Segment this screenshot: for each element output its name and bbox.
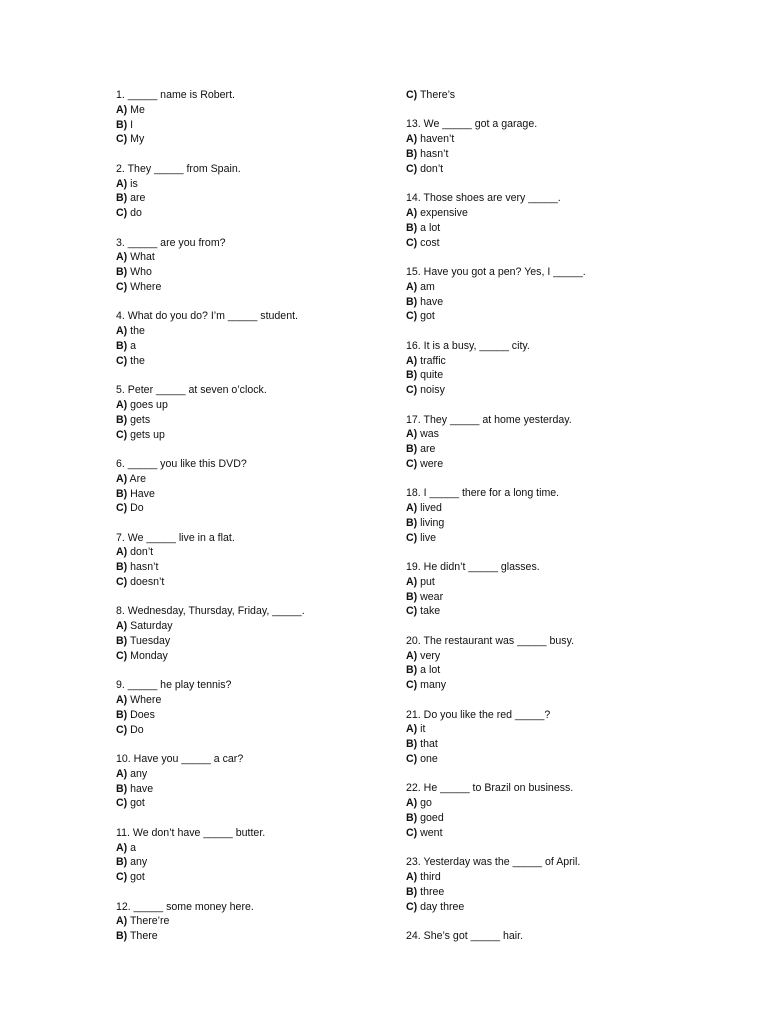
question-text: 2. They _____ from Spain. — [116, 162, 241, 175]
question-block — [406, 88, 686, 103]
option-letter: A) — [406, 133, 418, 146]
option-letter: B) — [406, 590, 418, 603]
question-text: 16. It is a busy, _____ city. — [406, 339, 530, 352]
option-letter: C) — [406, 457, 418, 470]
option-letter: B) — [406, 812, 418, 825]
option-letter: A) — [406, 723, 418, 736]
answer-option — [116, 191, 396, 206]
option-letter: C) — [116, 723, 128, 736]
option-letter: B) — [116, 930, 128, 943]
option-text: goed — [420, 812, 444, 825]
question-block — [116, 531, 396, 590]
option-letter: A) — [116, 251, 128, 264]
option-text: There — [129, 930, 158, 943]
option-text: lived — [420, 502, 442, 515]
option-letter: C) — [406, 900, 418, 913]
option-letter: B) — [116, 266, 128, 279]
option-letter: B) — [406, 221, 418, 234]
answer-option — [406, 870, 686, 885]
option-text: expensive — [420, 206, 468, 219]
option-text: the — [130, 325, 145, 338]
option-letter: C) — [406, 531, 418, 544]
question-block — [406, 855, 686, 914]
answer-option — [406, 280, 686, 295]
option-text: any — [130, 856, 148, 869]
option-text: went — [420, 826, 443, 839]
option-letter: B) — [406, 885, 418, 898]
question-block — [116, 900, 396, 944]
answer-option — [406, 678, 686, 693]
question-text: 11. We don’t have _____ butter. — [116, 826, 266, 839]
option-letter: A) — [116, 767, 128, 780]
option-letter: A) — [406, 280, 418, 293]
question-text: 21. Do you like the red _____? — [406, 708, 551, 721]
option-letter: A) — [116, 325, 128, 338]
option-letter: B) — [116, 339, 128, 352]
question-text: 3. _____ are you from? — [116, 236, 226, 249]
option-letter: B) — [116, 118, 128, 131]
option-text: Where — [130, 694, 162, 707]
answer-option — [116, 103, 396, 118]
option-text: a — [130, 841, 137, 854]
option-text: are — [420, 443, 436, 456]
question-text: 6. _____ you like this DVD? — [116, 457, 247, 470]
option-text: Are — [129, 472, 147, 485]
answer-option — [116, 855, 396, 870]
option-letter: B) — [406, 295, 418, 308]
answer-option — [116, 413, 396, 428]
option-letter: B) — [116, 413, 128, 426]
option-text: have — [420, 295, 444, 308]
option-text: There’re — [129, 915, 170, 928]
answer-option — [116, 545, 396, 560]
question-text: 19. He didn’t _____ glasses. — [406, 561, 540, 574]
option-text: a lot — [420, 664, 441, 677]
answer-option — [116, 634, 396, 649]
question-text: 9. _____ he play tennis? — [116, 679, 232, 692]
option-letter: A) — [116, 472, 128, 485]
question-text: 12. _____ some money here. — [116, 900, 254, 913]
answer-option — [116, 841, 396, 856]
option-letter: B) — [116, 708, 128, 721]
answer-option — [406, 722, 686, 737]
question-text: 17. They _____ at home yesterday. — [406, 413, 572, 426]
answer-option — [406, 236, 686, 251]
question-text: 8. Wednesday, Thursday, Friday, _____. — [116, 605, 305, 618]
option-letter: A) — [406, 428, 418, 441]
answer-option — [116, 487, 396, 502]
answer-option — [406, 442, 686, 457]
answer-option — [406, 206, 686, 221]
option-letter: C) — [116, 502, 128, 515]
option-letter: A) — [116, 177, 128, 190]
answer-option — [406, 457, 686, 472]
option-letter: B) — [406, 664, 418, 677]
question-block — [406, 265, 686, 324]
answer-option — [116, 280, 396, 295]
question-text: 5. Peter _____ at seven o’clock. — [116, 384, 267, 397]
option-text: one — [420, 753, 438, 766]
option-text: live — [420, 531, 437, 544]
option-text: living — [420, 516, 445, 529]
option-text: is — [130, 177, 138, 190]
option-text: I — [130, 118, 134, 131]
question-block — [406, 117, 686, 176]
option-letter: C) — [406, 89, 418, 101]
option-text: Tuesday — [129, 635, 171, 648]
option-letter: A) — [116, 546, 128, 559]
option-letter: A) — [406, 575, 418, 588]
question-text: 4. What do you do? I’m _____ student. — [116, 310, 298, 323]
option-text: do — [130, 207, 142, 220]
question-block — [116, 752, 396, 811]
option-text: a — [130, 339, 137, 352]
option-text: hasn’t — [130, 561, 159, 574]
answer-option — [116, 782, 396, 797]
option-text: What — [130, 251, 155, 264]
option-letter: A) — [406, 206, 418, 219]
option-letter: B) — [116, 782, 128, 795]
answer-option — [116, 723, 396, 738]
answer-option — [116, 132, 396, 147]
option-text: Me — [130, 103, 145, 116]
option-text: third — [420, 871, 441, 883]
option-text: very — [420, 649, 441, 662]
option-text: got — [130, 797, 145, 810]
answer-option — [406, 737, 686, 752]
answer-option — [406, 88, 686, 103]
option-letter: C) — [406, 605, 418, 618]
option-letter: B) — [116, 856, 128, 869]
question-text: 15. Have you got a pen? Yes, I _____. — [406, 265, 586, 278]
answer-option — [116, 206, 396, 221]
option-letter: B) — [406, 738, 418, 751]
question-block — [116, 383, 396, 442]
option-text: My — [130, 133, 145, 146]
answer-option — [406, 132, 686, 147]
option-letter: C) — [406, 679, 418, 692]
option-text: Do — [130, 502, 144, 515]
answer-option — [406, 383, 686, 398]
answer-option — [406, 221, 686, 236]
question-block — [406, 634, 686, 693]
answer-option — [116, 708, 396, 723]
answer-option — [116, 501, 396, 516]
answer-option — [406, 590, 686, 605]
answer-option — [406, 295, 686, 310]
option-text: There’s — [419, 89, 456, 101]
answer-option — [406, 501, 686, 516]
answer-option — [116, 619, 396, 634]
answer-option — [406, 663, 686, 678]
answer-option — [116, 354, 396, 369]
question-text: 23. Yesterday was the _____ of April. — [406, 856, 581, 869]
question-block — [116, 604, 396, 663]
answer-option — [116, 575, 396, 590]
question-block — [406, 413, 686, 472]
answer-option — [116, 870, 396, 885]
question-block — [116, 826, 396, 885]
answer-option — [406, 811, 686, 826]
option-text: hasn’t — [420, 147, 449, 160]
option-text: many — [420, 679, 447, 692]
option-text: got — [420, 310, 435, 323]
answer-option — [116, 339, 396, 354]
right-question-column — [406, 88, 686, 958]
option-text: cost — [420, 236, 440, 249]
answer-option — [406, 604, 686, 619]
answer-option — [406, 427, 686, 442]
question-block — [116, 309, 396, 368]
option-text: am — [420, 280, 435, 293]
answer-option — [406, 516, 686, 531]
option-text: Saturday — [130, 620, 173, 633]
option-letter: B) — [406, 443, 418, 456]
question-text: 22. He _____ to Brazil on business. — [406, 782, 574, 795]
option-letter: B) — [406, 147, 418, 160]
question-text: 13. We _____ got a garage. — [406, 118, 538, 131]
option-letter: C) — [406, 310, 418, 323]
question-block — [116, 457, 396, 516]
option-text: were — [420, 457, 444, 470]
answer-option — [116, 428, 396, 443]
question-text: 1. _____ name is Robert. — [116, 89, 235, 101]
option-text: Have — [130, 487, 155, 500]
question-text: 20. The restaurant was _____ busy. — [406, 634, 575, 647]
answer-option — [116, 649, 396, 664]
answer-option — [116, 250, 396, 265]
answer-option — [406, 147, 686, 162]
question-text: 14. Those shoes are very _____. — [406, 192, 561, 205]
option-letter: A) — [406, 797, 418, 810]
option-text: gets — [130, 413, 151, 426]
option-text: gets up — [130, 428, 165, 441]
option-text: go — [420, 797, 432, 810]
answer-option — [116, 767, 396, 782]
question-block — [116, 162, 396, 221]
option-text: don’t — [420, 162, 444, 175]
answer-option — [406, 900, 686, 915]
option-text: Monday — [130, 649, 168, 662]
option-text: any — [130, 767, 148, 780]
option-text: doesn’t — [130, 576, 165, 589]
option-text: take — [420, 605, 441, 618]
option-text: noisy — [420, 384, 445, 397]
option-letter: C) — [116, 133, 128, 146]
answer-option — [406, 649, 686, 664]
option-text: the — [130, 354, 145, 367]
option-letter: C) — [406, 384, 418, 397]
option-letter: C) — [116, 207, 128, 220]
answer-option — [406, 368, 686, 383]
option-text: Do — [130, 723, 144, 736]
option-text: quite — [420, 369, 444, 382]
left-question-column — [116, 88, 396, 959]
option-letter: B) — [116, 192, 128, 205]
option-letter: C) — [406, 826, 418, 839]
option-text: haven’t — [420, 133, 455, 146]
option-text: Where — [130, 280, 162, 293]
option-text: put — [420, 575, 435, 588]
question-block — [406, 708, 686, 767]
option-text: was — [420, 428, 439, 441]
option-text: it — [420, 723, 426, 736]
question-text: 10. Have you _____ a car? — [116, 753, 244, 766]
option-letter: C) — [116, 576, 128, 589]
option-letter: C) — [406, 236, 418, 249]
answer-option — [116, 324, 396, 339]
option-letter: A) — [406, 354, 418, 367]
answer-option — [406, 885, 686, 900]
answer-option — [116, 265, 396, 280]
question-block — [406, 486, 686, 545]
answer-option — [116, 118, 396, 133]
question-text: 24. She’s got _____ hair. — [406, 929, 524, 942]
question-block — [406, 339, 686, 398]
option-text: got — [130, 871, 145, 884]
answer-option — [116, 472, 396, 487]
question-block — [406, 560, 686, 619]
question-block — [116, 678, 396, 737]
option-letter: A) — [116, 694, 128, 707]
option-letter: B) — [116, 561, 128, 574]
answer-option — [406, 575, 686, 590]
option-text: are — [130, 192, 146, 205]
option-text: don’t — [130, 546, 154, 559]
option-text: Does — [130, 708, 155, 721]
question-block — [406, 191, 686, 250]
option-letter: C) — [116, 280, 128, 293]
option-text: that — [420, 738, 438, 751]
answer-option — [406, 162, 686, 177]
question-block — [116, 236, 396, 295]
option-letter: A) — [116, 103, 128, 116]
option-letter: C) — [116, 354, 128, 367]
option-letter: B) — [116, 635, 128, 648]
option-letter: C) — [116, 797, 128, 810]
option-text: goes up — [130, 398, 168, 411]
answer-option — [116, 398, 396, 413]
option-letter: A) — [116, 915, 128, 928]
option-letter: C) — [116, 871, 128, 884]
option-letter: A) — [116, 620, 128, 633]
option-text: a lot — [420, 221, 441, 234]
option-letter: C) — [116, 649, 128, 662]
answer-option — [116, 914, 396, 929]
answer-option — [116, 177, 396, 192]
answer-option — [406, 354, 686, 369]
option-text: day three — [420, 900, 465, 913]
question-block — [406, 781, 686, 840]
question-block — [116, 88, 396, 147]
option-letter: B) — [406, 516, 418, 529]
answer-option — [116, 929, 396, 944]
option-text: Who — [130, 266, 152, 279]
answer-option — [406, 309, 686, 324]
option-letter: B) — [406, 369, 418, 382]
answer-option — [116, 796, 396, 811]
option-letter: A) — [116, 841, 128, 854]
question-text: 7. We _____ live in a flat. — [116, 531, 235, 544]
answer-option — [406, 826, 686, 841]
option-letter: A) — [406, 649, 418, 662]
answer-option — [116, 560, 396, 575]
option-letter: A) — [116, 398, 128, 411]
option-letter: B) — [116, 487, 128, 500]
option-text: have — [130, 782, 154, 795]
question-block — [406, 929, 686, 944]
option-text: wear — [420, 590, 444, 603]
option-letter: A) — [406, 502, 418, 515]
answer-option — [116, 693, 396, 708]
answer-option — [406, 796, 686, 811]
question-text: 18. I _____ there for a long time. — [406, 487, 560, 500]
option-text: three — [420, 885, 445, 898]
answer-option — [406, 752, 686, 767]
option-letter: C) — [406, 753, 418, 766]
option-letter: A) — [406, 871, 418, 883]
option-letter: C) — [116, 428, 128, 441]
answer-option — [406, 531, 686, 546]
option-text: traffic — [420, 354, 446, 367]
option-letter: C) — [406, 162, 418, 175]
